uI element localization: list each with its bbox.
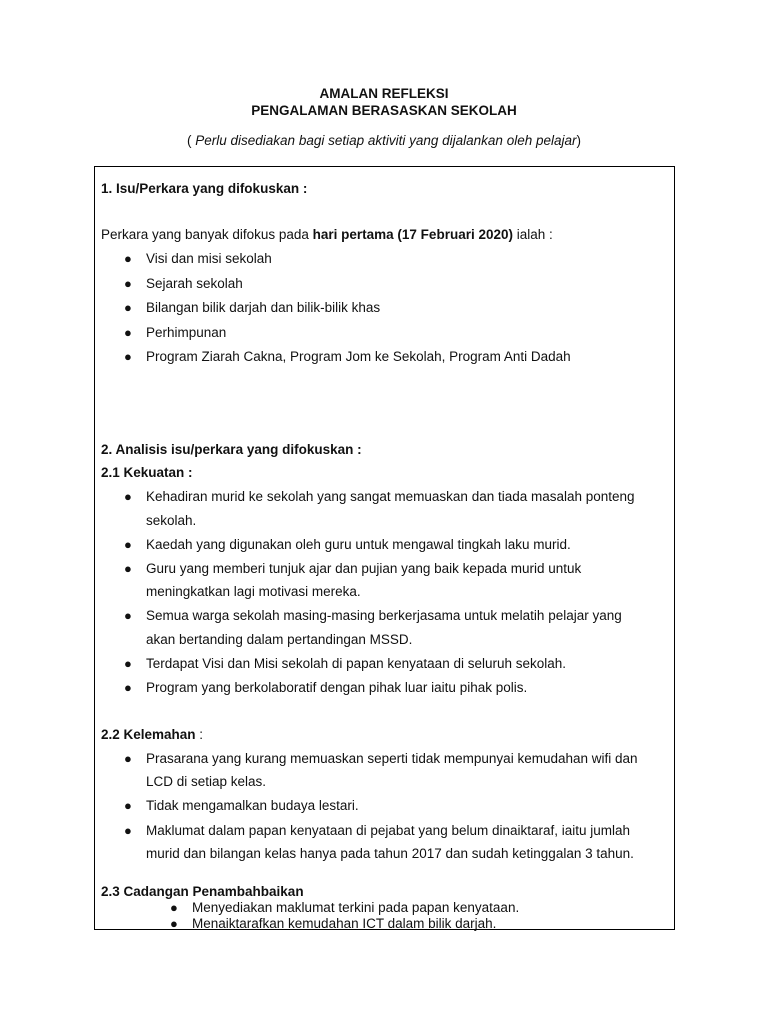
bullet-icon: ● — [124, 325, 132, 340]
list-item: Maklumat dalam papan kenyataan di pejabat yang belum dinaiktaraf, iaitu jumlah — [146, 823, 631, 838]
note-open-paren: ( — [187, 133, 196, 148]
bullet-icon: ● — [124, 608, 132, 623]
bullet-icon: ● — [124, 300, 132, 315]
bullet-icon: ● — [124, 751, 132, 766]
bullet-icon: ● — [170, 900, 178, 915]
bullet-icon: ● — [124, 349, 132, 364]
list-item: Menaiktarafkan kemudahan ICT dalam bilik darjah. — [192, 916, 497, 931]
section1-heading: 1. Isu/Perkara yang difokuskan : — [101, 181, 308, 196]
list-item: Menyediakan maklumat terkini pada papan kenyataan. — [192, 900, 520, 915]
bullet-icon: ● — [124, 537, 132, 552]
list-item: Program yang berkolaboratif dengan pihak luar iaitu pihak polis. — [146, 680, 528, 695]
bullet-icon: ● — [124, 276, 132, 291]
section2-heading: 2. Analisis isu/perkara yang difokuskan : — [101, 442, 362, 457]
kelemahan-heading — [101, 727, 203, 742]
list-item-continued: sekolah. — [146, 513, 197, 528]
intro-text: Perkara yang banyak difokus pada — [101, 227, 313, 242]
bullet-icon: ● — [124, 798, 132, 813]
note-close-paren: ) — [576, 133, 581, 148]
list-item: Kaedah yang digunakan oleh guru untuk mengawal tingkah laku murid. — [146, 537, 571, 552]
list-item-continued: meningkatkan lagi motivasi mereka. — [146, 584, 361, 599]
list-item: Semua warga sekolah masing-masing berkerjasama untuk melatih pelajar yang — [146, 608, 622, 623]
note-text: Perlu disediakan bagi setiap aktiviti yang dijalankan oleh pelajar — [195, 133, 577, 148]
list-item: Sejarah sekolah — [146, 276, 243, 291]
bullet-icon: ● — [124, 561, 132, 576]
instruction-note — [0, 133, 768, 148]
document-subtitle: PENGALAMAN BERASASKAN SEKOLAH — [251, 103, 517, 118]
document-title: AMALAN REFLEKSI — [319, 86, 449, 101]
bullet-icon: ● — [124, 656, 132, 671]
list-item: Visi dan misi sekolah — [146, 251, 272, 266]
list-item: Bilangan bilik darjah dan bilik-bilik khas — [146, 300, 381, 315]
section1-intro — [101, 227, 553, 242]
list-item: Guru yang memberi tunjuk ajar dan pujian yang baik kepada murid untuk — [146, 561, 582, 576]
list-item-continued: murid dan bilangan kelas hanya pada tahun 2017 dan sudah ketinggalan 3 tahun. — [146, 846, 634, 861]
list-item: Prasarana yang kurang memuaskan seperti tidak mempunyai kemudahan wifi dan — [146, 751, 638, 766]
cadangan-heading: 2.3 Cadangan Penambahbaikan — [101, 884, 304, 899]
bullet-icon: ● — [124, 680, 132, 695]
kelemahan-label: 2.2 Kelemahan — [101, 727, 196, 742]
kekuatan-heading: 2.1 Kekuatan : — [101, 465, 193, 480]
intro-date: hari pertama (17 Februari 2020) — [312, 227, 513, 242]
list-item-continued: LCD di setiap kelas. — [146, 774, 267, 789]
list-item: Program Ziarah Cakna, Program Jom ke Sekolah, Program Anti Dadah — [146, 349, 571, 364]
list-item: Perhimpunan — [146, 325, 227, 340]
list-item-continued: akan bertanding dalam pertandingan MSSD. — [146, 632, 413, 647]
kelemahan-colon: : — [195, 727, 204, 742]
bullet-icon: ● — [170, 916, 178, 931]
bullet-icon: ● — [124, 489, 132, 504]
bullet-icon: ● — [124, 251, 132, 266]
list-item: Kehadiran murid ke sekolah yang sangat memuaskan dan tiada masalah ponteng — [146, 489, 635, 504]
list-item: Terdapat Visi dan Misi sekolah di papan kenyataan di seluruh sekolah. — [146, 656, 567, 671]
list-item: Tidak mengamalkan budaya lestari. — [146, 798, 359, 813]
intro-suffix: ialah : — [512, 227, 553, 242]
bullet-icon: ● — [124, 823, 132, 838]
